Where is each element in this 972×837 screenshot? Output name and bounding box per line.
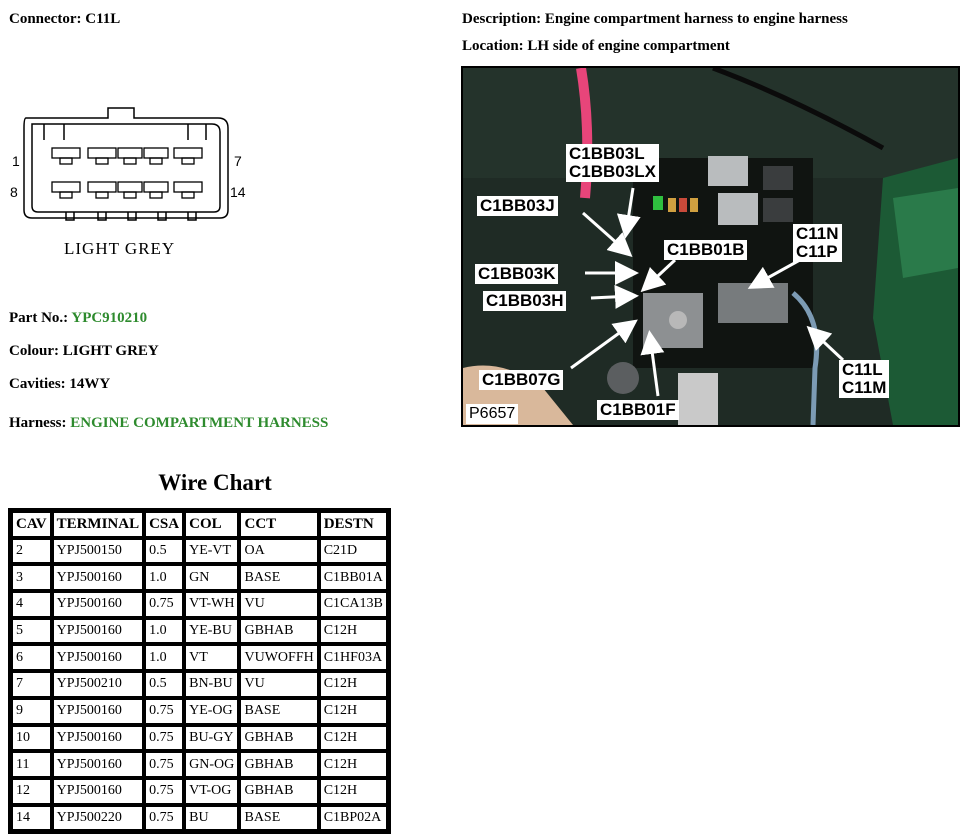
pin-number-8: 8 <box>10 184 18 200</box>
cell-terminal: YPJ500220 <box>52 805 145 832</box>
cell-csa: 0.75 <box>144 725 184 752</box>
cell-cav: 3 <box>11 564 52 591</box>
colour-line <box>9 343 159 360</box>
pin-number-7: 7 <box>234 153 242 169</box>
table-row <box>11 751 388 778</box>
cell-cct: VUWOFFH <box>239 644 318 671</box>
cell-terminal: YPJ500160 <box>52 564 145 591</box>
cell-col: YE-VT <box>184 538 239 565</box>
photo-reference: P6657 <box>466 404 518 424</box>
table-row <box>11 805 388 832</box>
cell-terminal: YPJ500160 <box>52 618 145 645</box>
table-row <box>11 564 388 591</box>
table-row <box>11 538 388 565</box>
header-csa: CSA <box>144 511 184 538</box>
harness-line <box>9 415 328 432</box>
cell-csa: 0.75 <box>144 805 184 832</box>
callout-c11n: C11N <box>796 224 839 243</box>
header-destn: DESTN <box>319 511 388 538</box>
table-row <box>11 671 388 698</box>
cell-cct: BASE <box>239 698 318 725</box>
cavities-line <box>9 376 110 393</box>
callout-c11m: C11M <box>842 378 887 397</box>
cavities-label: Cavities: <box>9 376 66 392</box>
cell-cav: 7 <box>11 671 52 698</box>
colour-value: LIGHT GREY <box>62 343 159 359</box>
harness-value: ENGINE COMPARTMENT HARNESS <box>70 415 329 431</box>
connector-heading <box>9 11 120 28</box>
part-number-line <box>9 310 147 327</box>
cell-cct: OA <box>239 538 318 565</box>
harness-label: Harness: <box>9 415 67 431</box>
cell-col: VT-OG <box>184 778 239 805</box>
location-line <box>462 38 730 55</box>
connector-value: C11L <box>85 11 121 27</box>
cell-csa: 0.75 <box>144 591 184 618</box>
cell-cav: 5 <box>11 618 52 645</box>
cell-csa: 1.0 <box>144 564 184 591</box>
cell-cct: BASE <box>239 805 318 832</box>
location-label: Location: <box>462 38 524 54</box>
cell-col: BU-GY <box>184 725 239 752</box>
callout-c1bb03lx: C1BB03LX <box>569 162 656 181</box>
callout-c1bb03l-lx <box>566 144 659 182</box>
cell-destn: C21D <box>319 538 388 565</box>
location-value: LH side of engine compartment <box>527 38 730 54</box>
cell-terminal: YPJ500210 <box>52 671 145 698</box>
cell-destn: C1BB01A <box>319 564 388 591</box>
connector-colour-caption: LIGHT GREY <box>64 239 176 258</box>
description-label: Description: <box>462 11 542 27</box>
cell-csa: 0.5 <box>144 538 184 565</box>
table-row <box>11 698 388 725</box>
cell-cct: BASE <box>239 564 318 591</box>
cell-csa: 1.0 <box>144 618 184 645</box>
callout-c1bb01b: C1BB01B <box>664 240 747 260</box>
cell-col: VT-WH <box>184 591 239 618</box>
colour-label: Colour: <box>9 343 59 359</box>
part-number-value: YPC910210 <box>71 310 148 326</box>
callout-c11n-p <box>793 224 842 262</box>
cell-terminal: YPJ500160 <box>52 778 145 805</box>
header-terminal: TERMINAL <box>52 511 145 538</box>
cell-csa: 0.5 <box>144 671 184 698</box>
cell-cav: 6 <box>11 644 52 671</box>
callout-c1bb03j: C1BB03J <box>477 196 558 216</box>
cell-cav: 9 <box>11 698 52 725</box>
location-photo <box>461 66 960 427</box>
cell-col: BN-BU <box>184 671 239 698</box>
cell-terminal: YPJ500160 <box>52 644 145 671</box>
cell-col: VT <box>184 644 239 671</box>
cell-csa: 1.0 <box>144 644 184 671</box>
cell-cct: VU <box>239 591 318 618</box>
description-value: Engine compartment harness to engine harness <box>544 11 848 27</box>
wire-chart-title: Wire Chart <box>158 470 272 495</box>
cell-terminal: YPJ500150 <box>52 538 145 565</box>
cell-destn: C1CA13B <box>319 591 388 618</box>
cell-cav: 4 <box>11 591 52 618</box>
cell-csa: 0.75 <box>144 698 184 725</box>
cell-cct: VU <box>239 671 318 698</box>
connector-face-diagram <box>8 100 258 230</box>
pin-number-14: 14 <box>230 184 246 200</box>
cell-cav: 11 <box>11 751 52 778</box>
cell-csa: 0.75 <box>144 778 184 805</box>
cell-cct: GBHAB <box>239 778 318 805</box>
callout-c1bb01f: C1BB01F <box>597 400 679 420</box>
cell-terminal: YPJ500160 <box>52 725 145 752</box>
wire-chart-body <box>11 538 388 832</box>
callout-c11l-m <box>839 360 889 398</box>
header-cav: CAV <box>11 511 52 538</box>
cell-cct: GBHAB <box>239 751 318 778</box>
description-line <box>462 11 848 28</box>
connector-label: Connector: <box>9 11 82 27</box>
cell-col: YE-OG <box>184 698 239 725</box>
table-row <box>11 591 388 618</box>
cell-destn: C12H <box>319 671 388 698</box>
cell-col: YE-BU <box>184 618 239 645</box>
cell-destn: C1BP02A <box>319 805 388 832</box>
wire-chart-header-row <box>11 511 388 538</box>
cell-terminal: YPJ500160 <box>52 698 145 725</box>
cell-col: BU <box>184 805 239 832</box>
cell-cav: 12 <box>11 778 52 805</box>
cell-cct: GBHAB <box>239 725 318 752</box>
cell-cav: 10 <box>11 725 52 752</box>
cell-destn: C12H <box>319 778 388 805</box>
header-cct: CCT <box>239 511 318 538</box>
header-col: COL <box>184 511 239 538</box>
part-number-label: Part No.: <box>9 310 69 326</box>
wire-chart-table <box>8 508 391 834</box>
callout-c1bb03k: C1BB03K <box>475 264 558 284</box>
cell-csa: 0.75 <box>144 751 184 778</box>
callout-c11p: C11P <box>796 242 838 261</box>
table-row <box>11 725 388 752</box>
cell-col: GN <box>184 564 239 591</box>
cell-terminal: YPJ500160 <box>52 751 145 778</box>
cell-destn: C12H <box>319 698 388 725</box>
cell-cct: GBHAB <box>239 618 318 645</box>
callout-c1bb03l: C1BB03L <box>569 144 645 163</box>
cell-destn: C12H <box>319 618 388 645</box>
callout-c11l: C11L <box>842 360 883 379</box>
cell-terminal: YPJ500160 <box>52 591 145 618</box>
table-row <box>11 644 388 671</box>
cell-col: GN-OG <box>184 751 239 778</box>
cell-cav: 14 <box>11 805 52 832</box>
cell-destn: C12H <box>319 725 388 752</box>
table-row <box>11 778 388 805</box>
callout-c1bb07g: C1BB07G <box>479 370 563 390</box>
table-row <box>11 618 388 645</box>
cell-destn: C1HF03A <box>319 644 388 671</box>
cavities-value: 14WY <box>69 376 111 392</box>
cell-cav: 2 <box>11 538 52 565</box>
callout-c1bb03h: C1BB03H <box>483 291 566 311</box>
pin-number-1: 1 <box>12 153 20 169</box>
cell-destn: C12H <box>319 751 388 778</box>
